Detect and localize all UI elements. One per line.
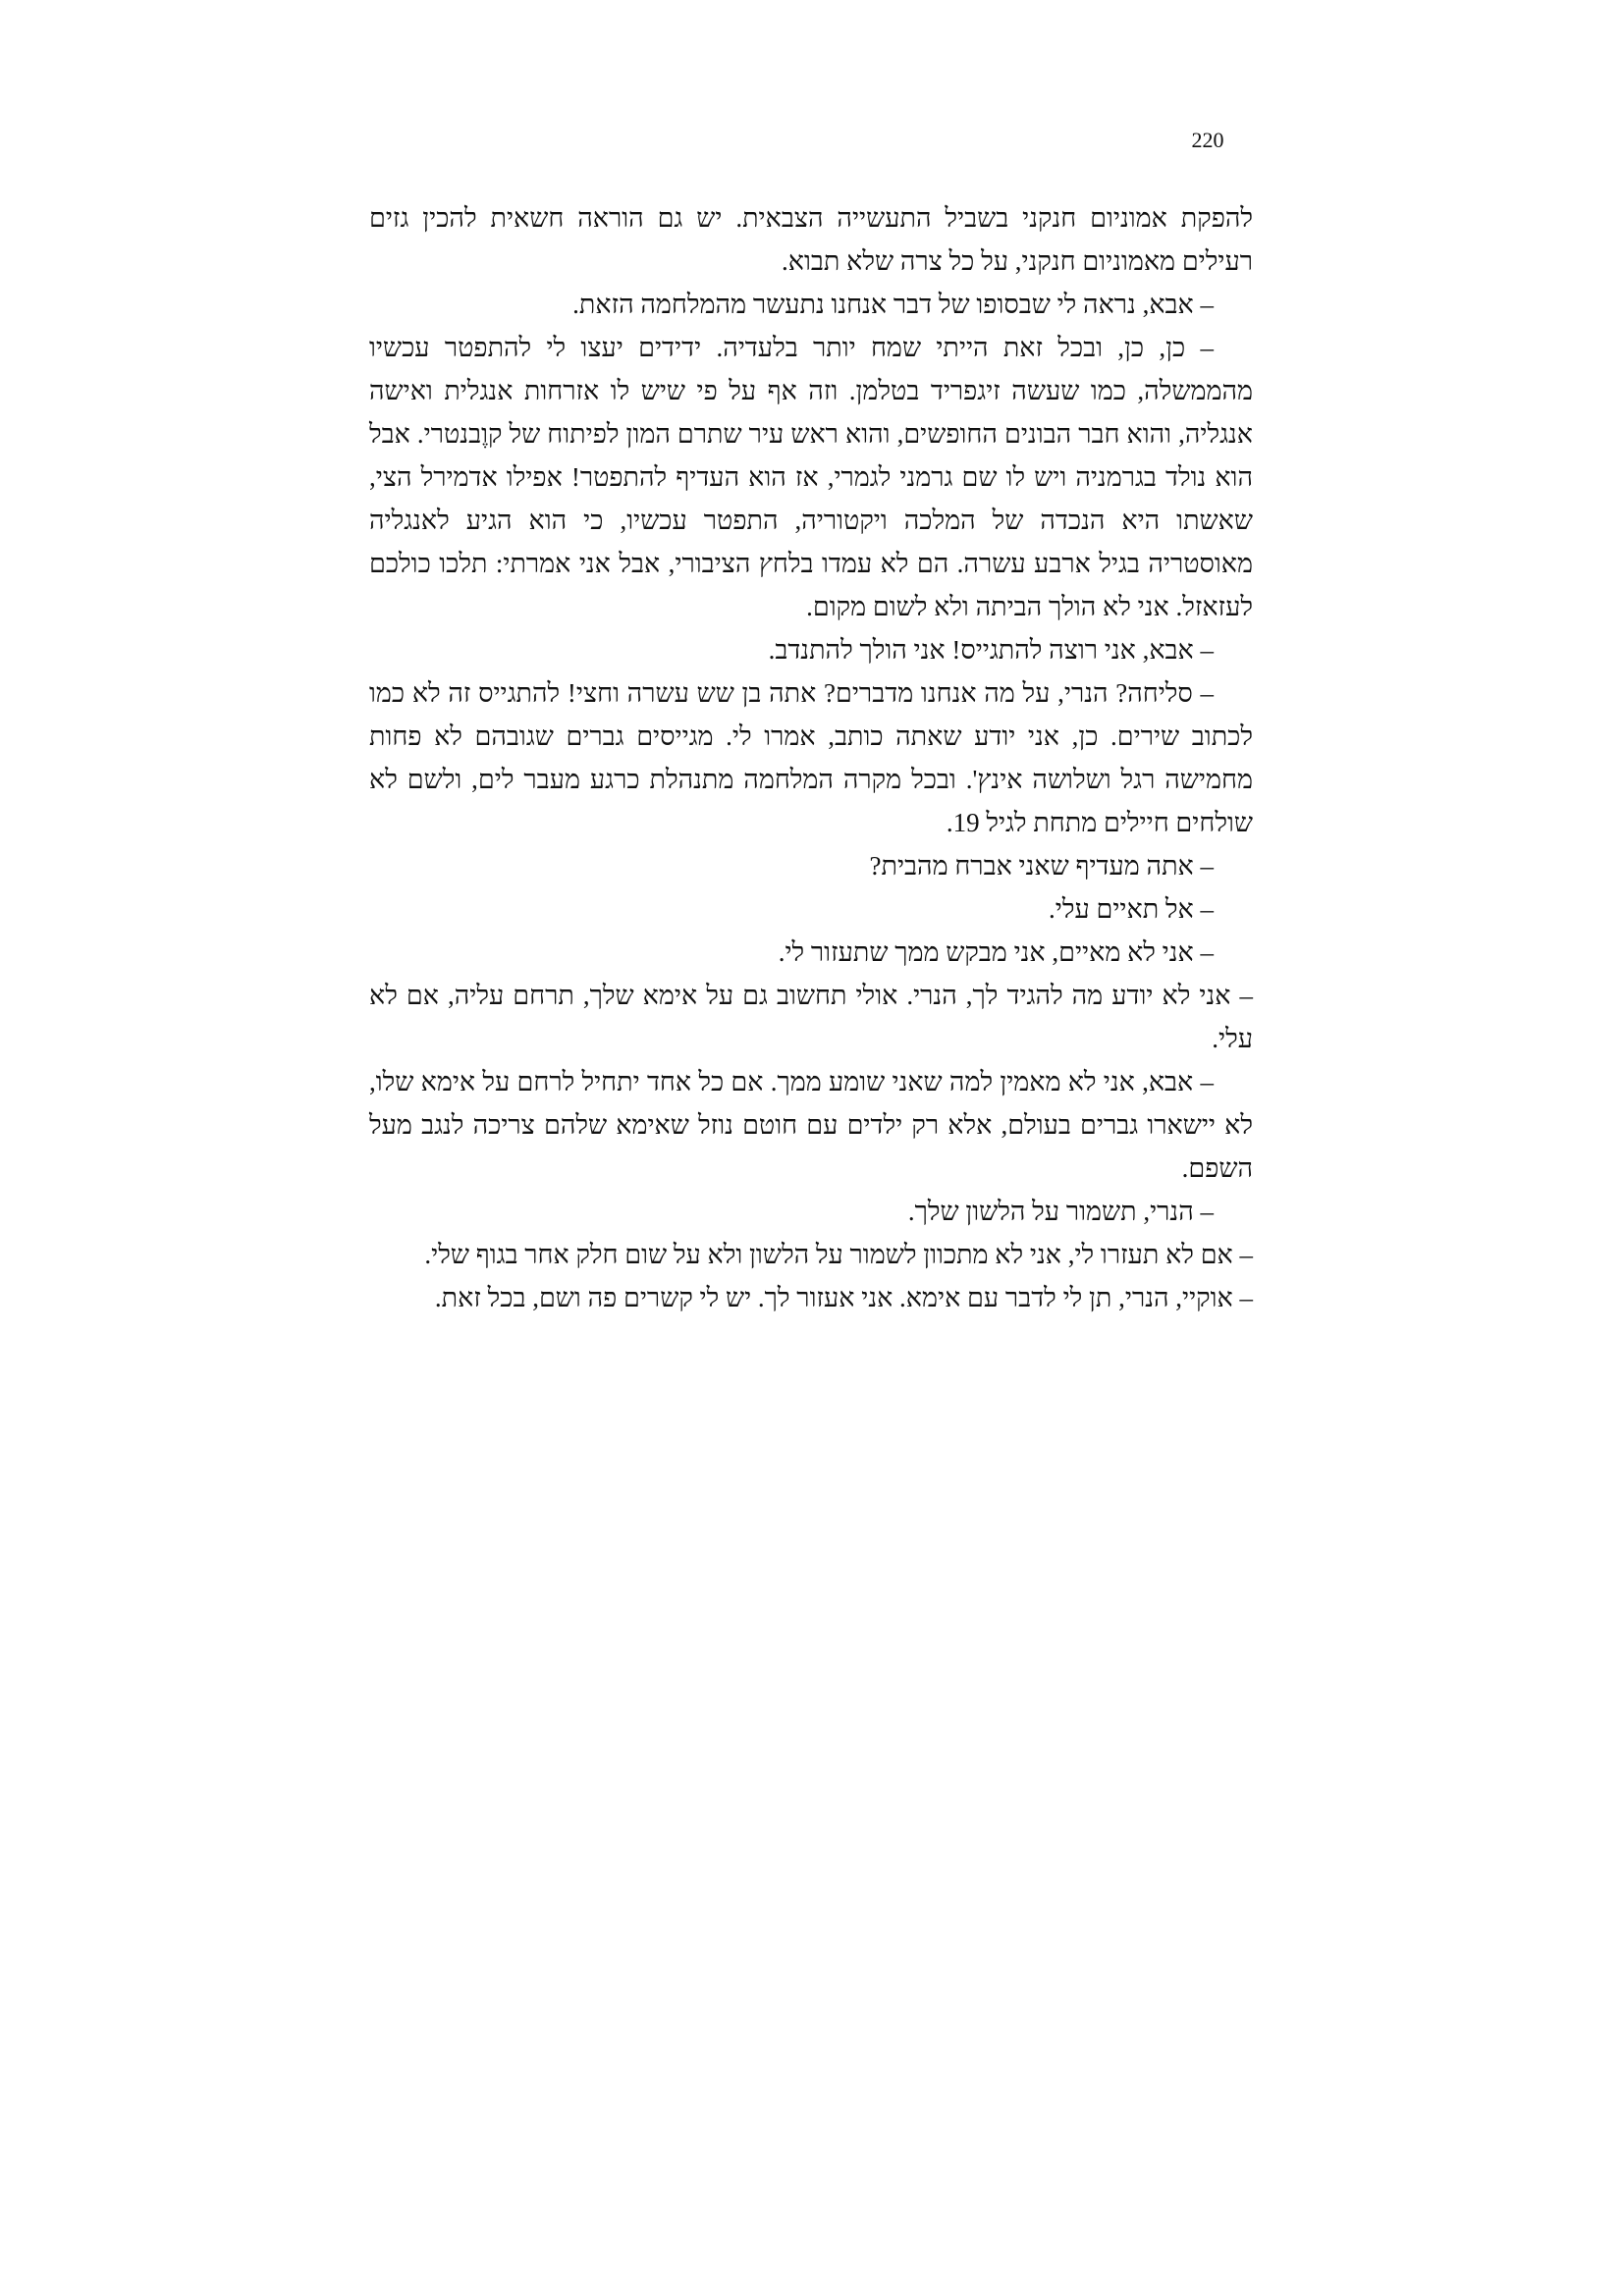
body-text <box>369 196 1253 1319</box>
dialog-line: – סליחה? הנרי, על מה אנחנו מדברים? אתה בן שש עשרה וחצי! להתגייס זה לא כמו לכתוב שירים. כן, אני יודע שאתה כותב, אמרו לי. מגייסים גברים שגובהם לא פחות מחמישה רגל ושלושה אינץ'. ובכל מקרה המלחמה מתנהלת כרגע מעבר לים, ולשם לא שולחים חיילים מתחת לגיל 19. <box>369 678 1253 837</box>
dialog-line: – כן, כן, ובכל זאת הייתי שמח יותר בלעדיה. ידידים יעצו לי להתפטר עכשיו מהממשלה, כמו שעשה זיגפריד בטלמן. וזה אף על פי שיש לו אזרחות אנגלית ואישה אנגליה, והוא חבר הבונים החופשים, והוא ראש עיר שתרם המון לפיתוח של קוֶבנטרי. אבל הוא נולד בגרמניה ויש לו שם גרמני לגמרי, אז הוא העדיף להתפטר! אפילו אדמירל הצי, שאשתו היא הנכדה של המלכה ויקטוריה, התפטר עכשיו, כי הוא הגיע לאנגליה מאוסטריה בגיל ארבע עשרה. הם לא עמדו בלחץ הציבורי, אבל אני אמרתי: תלכו כולכם לעזאזל. אני לא הולך הביתה ולא לשום מקום. <box>369 333 1253 621</box>
dialog-line: – אתה מעדיף שאני אברח מהבית? <box>869 851 1214 881</box>
paragraph: להפקת אמוניום חנקני בשביל התעשייה הצבאית. יש גם הוראה חשאית להכין גזים רעילים מאמוניום חנקני, על כל צרה שלא תבוא. <box>369 203 1253 276</box>
dialog-line: – הנרי, תשמור על הלשון שלך. <box>907 1197 1214 1226</box>
dialog-line: – אני לא מאיים, אני מבקש ממך שתעזור לי. <box>778 937 1214 967</box>
dialog-line: – אבא, אני לא מאמין למה שאני שומע ממך. אם כל אחד יתחיל לרחם על אימא שלו, לא יישארו גברים בעולם, אלא רק ילדים עם חוטם נוזל שאימא שלהם צריכה לנגב מעל השפם. <box>369 1067 1253 1183</box>
dialog-line: – אבא, נראה לי שבסופו של דבר אנחנו נתעשר מהמלחמה הזאת. <box>572 290 1214 319</box>
dialog-line: – אל תאיים עלי. <box>1049 894 1214 924</box>
dialog-line: – אם לא תעזרו לי, אני לא מתכוון לשמור על הלשון ולא על שום חלק אחר בגוף שלי. <box>424 1240 1253 1269</box>
dialog-line: – אבא, אני רוצה להתגייס! אני הולך להתנדב. <box>768 635 1214 665</box>
page-number: 220 <box>1191 128 1224 152</box>
dialog-line: – אוקיי, הנרי, תן לי לדבר עם אימא. אני אעזור לך. יש לי קשרים פה ושם, בכל זאת. <box>434 1283 1253 1312</box>
dialog-line: – אני לא יודע מה להגיד לך, הנרי. אולי תחשוב גם על אימא שלך, תרחם עליה, אם לא עלי. <box>369 981 1253 1053</box>
